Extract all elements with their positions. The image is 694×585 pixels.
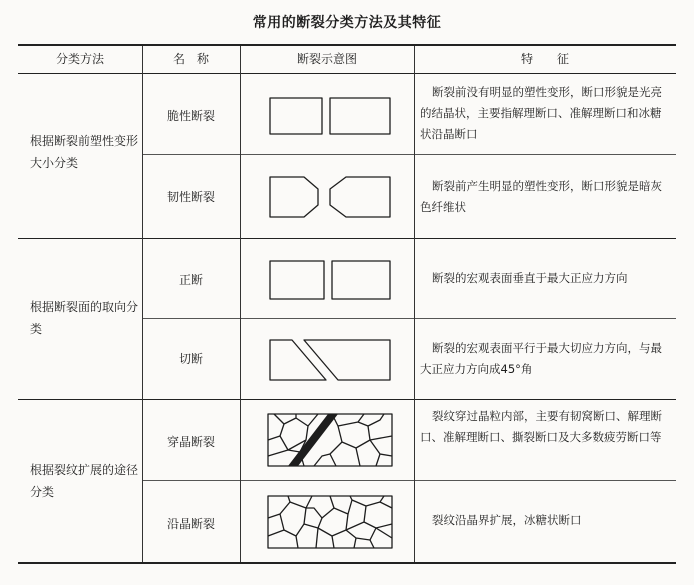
category-crack-path: 根据裂纹扩展的途径分类 bbox=[30, 463, 139, 499]
grain-boundary bbox=[290, 496, 312, 508]
row-divider bbox=[142, 480, 676, 481]
grain-boundary bbox=[316, 528, 318, 548]
name-intergranular: 沿晶断裂 bbox=[166, 517, 215, 531]
specimen-half-left bbox=[270, 177, 318, 217]
grain-boundary bbox=[296, 508, 306, 536]
grain-boundary bbox=[376, 454, 380, 466]
grain-boundary bbox=[370, 440, 392, 456]
category-fracture-orientation: 根据断裂面的取向分类 bbox=[30, 300, 139, 336]
feature-shear: 断裂的宏观表面平行于最大切应力方向，与最大正应力方向成45°角 bbox=[420, 341, 662, 376]
top-rule bbox=[18, 44, 676, 46]
grain-boundary bbox=[370, 436, 392, 440]
grain-boundary bbox=[306, 508, 322, 518]
transgranular-fracture-diagram bbox=[266, 412, 394, 468]
specimen-half-left bbox=[270, 98, 322, 134]
grain-boundary bbox=[354, 538, 356, 548]
name-ductile: 韧性断裂 bbox=[166, 190, 215, 204]
name-transgranular: 穿晶断裂 bbox=[166, 435, 215, 449]
grain-boundary bbox=[346, 500, 366, 530]
transgranular-crack-band bbox=[288, 414, 338, 466]
normal-fracture-diagram bbox=[268, 259, 392, 301]
grain-boundary bbox=[330, 442, 342, 466]
grain-boundary bbox=[318, 508, 348, 536]
grain-boundary bbox=[284, 530, 298, 548]
grain-boundary bbox=[346, 528, 376, 540]
header-name: 名 称 bbox=[172, 52, 209, 66]
header-diagram: 断裂示意图 bbox=[296, 52, 357, 66]
feature-transgranular: 裂纹穿过晶粒内部，主要有韧窝断口、解理断口、准解理断口、撕裂断口及大多数疲劳断口等 bbox=[420, 409, 662, 444]
feature-intergranular: 裂纹沿晶界扩展，冰糖状断口 bbox=[432, 513, 582, 527]
feature-normal: 断裂的宏观表面垂直于最大正应力方向 bbox=[432, 271, 628, 285]
grain-boundary bbox=[268, 496, 290, 518]
grain-boundary bbox=[332, 414, 364, 426]
group-divider bbox=[18, 238, 676, 239]
grain-boundary bbox=[330, 496, 334, 508]
brittle-fracture-diagram bbox=[268, 96, 392, 136]
name-shear: 切断 bbox=[178, 352, 203, 366]
bottom-rule bbox=[18, 562, 676, 564]
intergranular-crack-path bbox=[304, 508, 334, 528]
specimen-half-left bbox=[270, 340, 326, 380]
specimen-half-left bbox=[270, 261, 324, 299]
grain-boundary bbox=[356, 448, 360, 466]
header-category: 分类方法 bbox=[55, 52, 104, 66]
intergranular-fracture-diagram bbox=[266, 494, 394, 550]
shear-fracture-diagram bbox=[268, 338, 392, 382]
specimen-half-right bbox=[330, 177, 390, 217]
grain-boundary bbox=[364, 522, 392, 528]
header-rule bbox=[18, 73, 676, 74]
header-feature: 特 征 bbox=[520, 52, 569, 66]
column-divider bbox=[240, 46, 241, 562]
grain-boundary bbox=[370, 540, 374, 548]
row-divider bbox=[142, 318, 676, 319]
grain-boundary bbox=[268, 436, 288, 456]
name-brittle: 脆性断裂 bbox=[166, 109, 215, 123]
column-divider bbox=[414, 46, 415, 562]
feature-ductile: 断裂前产生明显的塑性变形，断口形貌是暗灰色纤维状 bbox=[420, 179, 662, 214]
feature-brittle: 断裂前没有明显的塑性变形，断口形貌是光亮的结晶状，主要指解理断口、准解理断口和冰糖状沿晶断口 bbox=[420, 85, 662, 141]
grain-boundary bbox=[274, 414, 284, 424]
row-divider bbox=[142, 154, 676, 155]
grain-boundary bbox=[380, 502, 392, 508]
grain-boundary bbox=[332, 536, 334, 548]
name-normal: 正断 bbox=[178, 273, 203, 287]
specimen-half-right bbox=[332, 261, 390, 299]
group-divider bbox=[18, 399, 676, 400]
category-plastic-deformation: 根据断裂前塑性变形大小分类 bbox=[30, 134, 139, 170]
grain-boundary bbox=[280, 414, 296, 436]
grain-boundary bbox=[376, 528, 392, 538]
grain-boundary bbox=[308, 414, 318, 426]
grain-boundary bbox=[368, 414, 384, 426]
grain-boundary bbox=[366, 496, 384, 506]
specimen-half-right bbox=[330, 98, 390, 134]
specimen-half-right bbox=[304, 340, 390, 380]
grain-boundary bbox=[338, 422, 370, 448]
grain-boundary bbox=[348, 496, 352, 514]
ductile-fracture-diagram bbox=[268, 174, 392, 220]
grain-boundary bbox=[314, 454, 330, 466]
table-title: 常用的断裂分类方法及其特征 bbox=[252, 15, 442, 31]
